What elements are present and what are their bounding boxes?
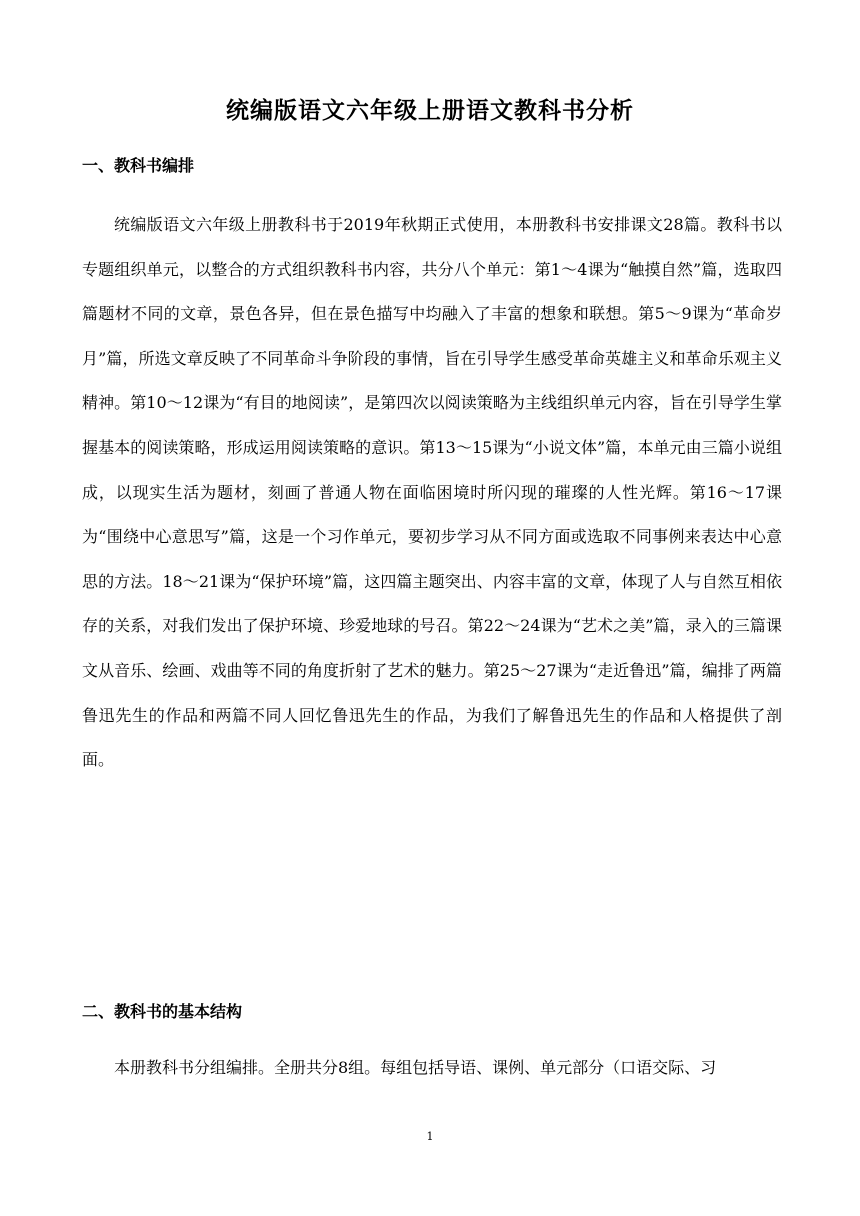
section-heading-basic-structure: 二、教科书的基本结构 <box>82 1002 243 1021</box>
section-heading-textbook-arrangement: 一、教科书编排 <box>82 156 195 175</box>
section-paragraph-basic-structure: 本册教科书分组编排。全册共分8组。每组包括导语、课例、单元部分（口语交际、习 <box>114 1058 717 1077</box>
section-paragraph-textbook-arrangement: 统编版语文六年级上册教科书于2019年秋期正式使用，本册教科书安排课文28篇。教科书以专题组织单元，以整合的方式组织教科书内容，共分八个单元：第1～4课为“触摸自然”篇，选取四篇题材不同的文章，景色各异，但在景色描写中均融入了丰富的想象和联想。第5～9课为“革命岁月”篇，所选文章反映了不同革命斗争阶段的事情，旨在引导学生感受革命英雄主义和革命乐观主义精神。第10～12课为“有目的地阅读”，是第四次以阅读策略为主线组织单元内容，旨在引导学生掌握基本的阅读策略，形成运用阅读策略的意识。第13～15课为“小说文体”篇，本单元由三篇小说组成，以现实生活为题材，刻画了普通人物在面临困境时所闪现的璀璨的人性光辉。第16～17课为“围绕中心意思写”篇，这是一个习作单元，要初步学习从不同方面或选取不同事例来表达中心意思的方法。18～21课为“保护环境”篇，这四篇主题突出、内容丰富的文章，体现了人与自然互相依存的关系，对我们发出了保护环境、珍爱地球的号召。第22～24课为“艺术之美”篇，录入的三篇课文从音乐、绘画、戏曲等不同的角度折射了艺术的魅力。第25～27课为“走近鲁迅”篇，编排了两篇鲁迅先生的作品和两篇不同人回忆鲁迅先生的作品，为我们了解鲁迅先生的作品和人格提供了剖面。 <box>82 215 782 770</box>
document-title: 统编版语文六年级上册语文教科书分析 <box>226 97 634 124</box>
page-number: 1 <box>426 1130 434 1143</box>
